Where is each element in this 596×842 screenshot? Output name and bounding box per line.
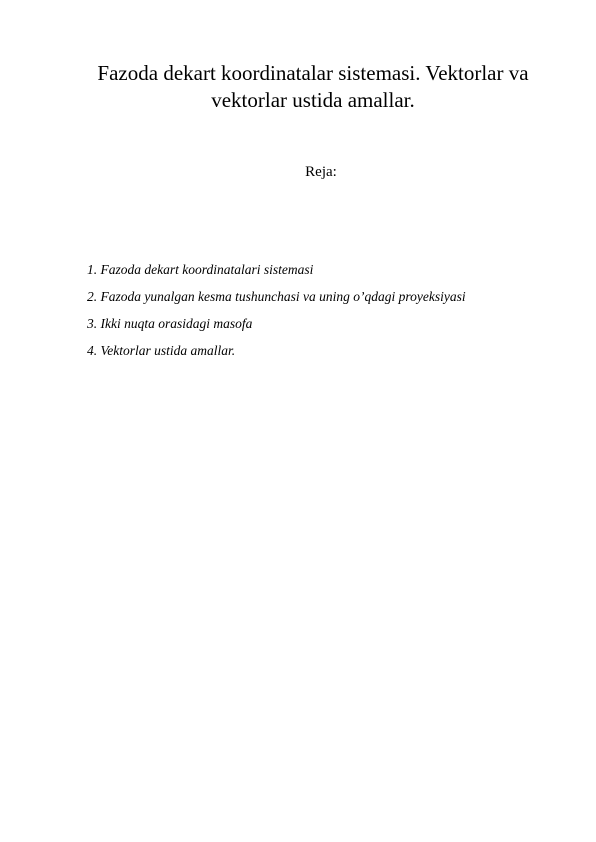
- document-title-line-2: vektorlar ustida amallar.: [211, 88, 415, 112]
- plan-item: 2. Fazoda yunalgan kesma tushunchasi va uning o’qdagi proyeksiyasi: [87, 289, 466, 304]
- plan-list: [87, 261, 466, 369]
- plan-item: 1. Fazoda dekart koordinatalari sistemasi: [87, 262, 314, 277]
- document-title-line-1: Fazoda dekart koordinatalar sistemasi. Vektorlar va: [97, 61, 529, 85]
- document-title: [60, 60, 566, 114]
- plan-item: 3. Ikki nuqta orasidagi masofa: [87, 316, 253, 331]
- plan-heading: Reja:: [305, 164, 337, 180]
- plan-item: 4. Vektorlar ustida amallar.: [87, 343, 236, 358]
